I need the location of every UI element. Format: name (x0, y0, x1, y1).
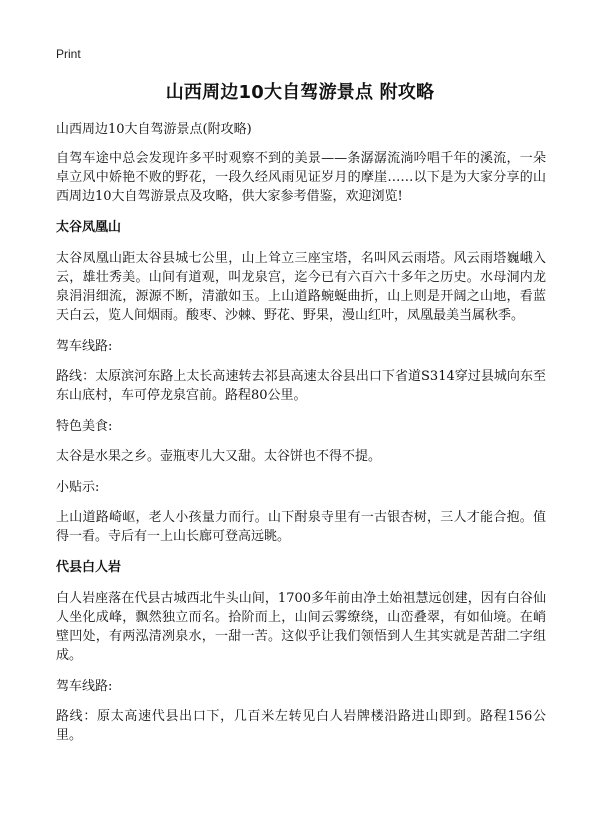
article-subtitle: 山西周边10大自驾游景点(附攻略) (56, 122, 252, 137)
food-label: 特色美食: (56, 419, 113, 434)
section-description: 太谷凤凰山距太谷县城七公里，山上耸立三座宝塔，名叫风云雨塔。风云雨塔巍峨入云，雄壮秀美。山间有道观，叫龙泉宫，迄今已有六百六十多年之历史。水母洞内龙泉涓涓细流，源源不断，清澈如玉。上山道路蜿蜒曲折，山上则是开阔之山地，看蓝天白云，览人间烟雨。酸枣、沙棘、野花、野果，漫山红叶，凤凰最美当属秋季。 (56, 251, 546, 323)
section-description: 白人岩座落在代县古城西北牛头山间，1700多年前由净土始祖慧远创建，因有白谷仙人坐化成峰，飘然独立而名。拾阶而上，山间云雾缭绕，山峦叠翠，有如仙境。在峭壁凹处，有两泓清冽泉水，一甜一苦。这似乎让我们领悟到人生其实就是苦甜二字组成。 (56, 591, 546, 663)
intro-paragraph: 自驾车途中总会发现许多平时观察不到的美景——条潺潺流淌吟唱千年的溪流，一朵卓立风中娇艳不败的野花，一段久经风雨见证岁月的摩崖……以下是为大家分享的山西周边10大自驾游景点及攻略，供大家参考借鉴，欢迎浏览! (56, 151, 546, 204)
route-text: 路线：原太高速代县出口下，几百米左转见白人岩牌楼沿路进山即到。路程156公里。 (56, 709, 546, 743)
tips-text: 上山道路崎岖，老人小孩量力而行。山下酎泉寺里有一古银杏树，三人才能合抱。值得一看。寺后有一上山长廊可登高远眺。 (56, 510, 546, 544)
print-link[interactable]: Print (56, 47, 81, 61)
route-label: 驾车线路: (56, 339, 113, 354)
page-title: 山西周边10大自驾游景点 附攻略 (165, 82, 435, 103)
section-heading-daixian: 代县白人岩 (56, 560, 122, 575)
article-body (56, 120, 546, 757)
section-heading-taigu: 太谷凤凰山 (56, 220, 122, 235)
route-text: 路线：太原滨河东路上太长高速转去祁县高速太谷县出口下省道S314穿过县城向东至东山底村，车可停龙泉宫前。路程80公里。 (56, 369, 546, 403)
route-label: 驾车线路: (56, 679, 113, 694)
tips-label: 小贴示: (56, 480, 100, 495)
food-text: 太谷是水果之乡。壶瓶枣儿大又甜。太谷饼也不得不提。 (56, 449, 382, 464)
